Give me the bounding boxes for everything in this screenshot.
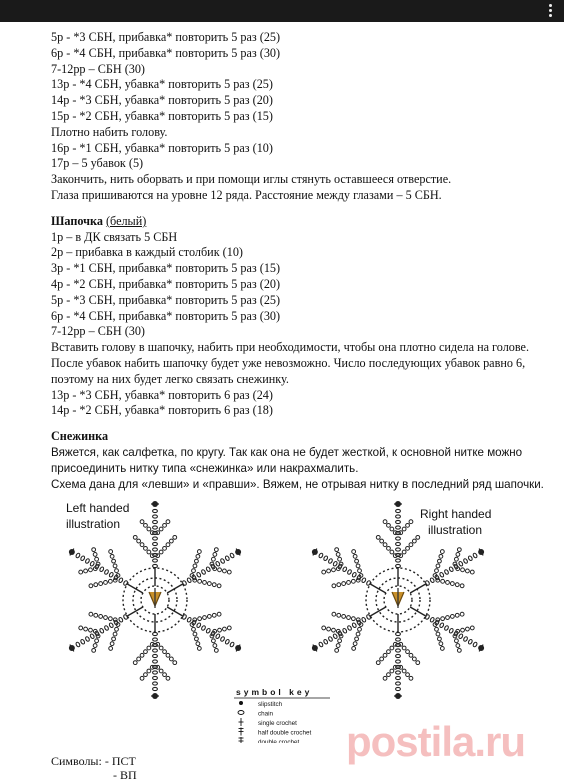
text-line: 5р - *3 СБН, прибавка* повторить 5 раз (25) <box>51 30 281 44</box>
symbol-key <box>234 687 330 743</box>
left-label-line1: Left handed <box>66 501 130 515</box>
text-line: Плотно набить голову. <box>51 124 168 139</box>
hat-color-note: (белый) <box>105 213 147 228</box>
watermark-logo: postila.ru <box>346 718 526 765</box>
document-text <box>51 30 551 492</box>
snowflake-paragraph: Вяжется, как салфетка, по кругу. Так как она не будет жесткой, к основной нитке можно присоединить нитку типа «снежинка» или накрахмалить. <box>51 445 523 475</box>
symbol-key-item: slipstitch <box>258 701 283 708</box>
symbols-row-1: Символы: - ПСТ <box>51 754 136 768</box>
snowflake-diagram <box>0 488 564 743</box>
snowflake-scheme-note: Схема дана для «левши» и «правши». Вяжем, не отрывая нитку в последний ряд шапочки. <box>51 477 544 491</box>
symbol-key-item: single crochet <box>258 720 297 727</box>
snowflake-charts <box>69 501 484 699</box>
symbols-row-2: - ВП <box>113 768 137 782</box>
text-line: 4р - *2 СБН, прибавка* повторить 5 раз (20) <box>51 276 281 291</box>
text-line: 2р – прибавка в каждый столбик (10) <box>51 245 243 260</box>
text-line: 14р - *2 СБН, убавка* повторить 6 раз (18) <box>51 403 273 418</box>
text-line: 7-12рр – СБН (30) <box>51 61 145 76</box>
text-line: 14р - *3 СБН, убавка* повторить 5 раз (20) <box>51 93 273 108</box>
text-line: 16р - *1 СБН, убавка* повторить 5 раз (10) <box>51 140 273 155</box>
hat-title: Шапочка <box>51 213 103 228</box>
text-line: 5р - *3 СБН, прибавка* повторить 5 раз (25) <box>51 292 281 307</box>
illustration-labels <box>66 501 491 537</box>
text-line: 6р - *4 СБН, прибавка* повторить 5 раз (30) <box>51 45 281 60</box>
more-vertical-icon[interactable] <box>549 4 552 18</box>
symbol-key-item: half double crochet <box>258 729 312 737</box>
hat-heading <box>51 214 551 230</box>
text-line: 13р - *4 СБН, убавка* повторить 5 раз (25) <box>51 77 273 92</box>
text-line: 3р - *1 СБН, прибавка* повторить 5 раз (15) <box>51 261 281 276</box>
text-line: 1р – в ДК связать 5 СБН <box>51 229 178 244</box>
text-line: 15р - *2 СБН, убавка* повторить 5 раз (15) <box>51 108 273 123</box>
text-line: 17р – 5 убавок (5) <box>51 156 144 171</box>
top-bar <box>0 0 564 22</box>
text-line: Глаза пришиваются на уровне 12 ряда. Расстояние между глазами – 5 СБН. <box>51 187 442 202</box>
text-line: 6р - *4 СБН, прибавка* повторить 5 раз (30) <box>51 308 281 323</box>
symbol-key-item: chain <box>258 710 274 718</box>
text-line: 7-12рр – СБН (30) <box>51 324 145 339</box>
snowflake-diagram-svg <box>0 488 564 743</box>
symbols-legend <box>51 754 137 782</box>
block-head-rows <box>51 30 551 204</box>
hat-paragraph: Вставить голову в шапочку, набить при необходимости, чтобы она плотно сидела на голове. После убавок набить шапочку будет уже невозможно. Число последующих убавок равно 6, поэтому на них будет легко связать снежинку. <box>51 340 530 386</box>
text-line: 13р - *3 СБН, убавка* повторить 6 раз (24) <box>51 387 273 402</box>
snowflake-heading: Снежинка <box>51 429 109 444</box>
text-line: Закончить, нить оборвать и при помощи иглы стянуть оставшееся отверстие. <box>51 172 452 187</box>
left-label-line2: illustration <box>66 517 121 531</box>
hat-rows <box>51 230 551 341</box>
symbol-key-item: double crochet <box>258 739 300 743</box>
symbol-key-title: symbol key <box>236 687 313 697</box>
right-label-line2: illustration <box>428 523 483 537</box>
right-label-line1: Right handed <box>420 507 492 521</box>
